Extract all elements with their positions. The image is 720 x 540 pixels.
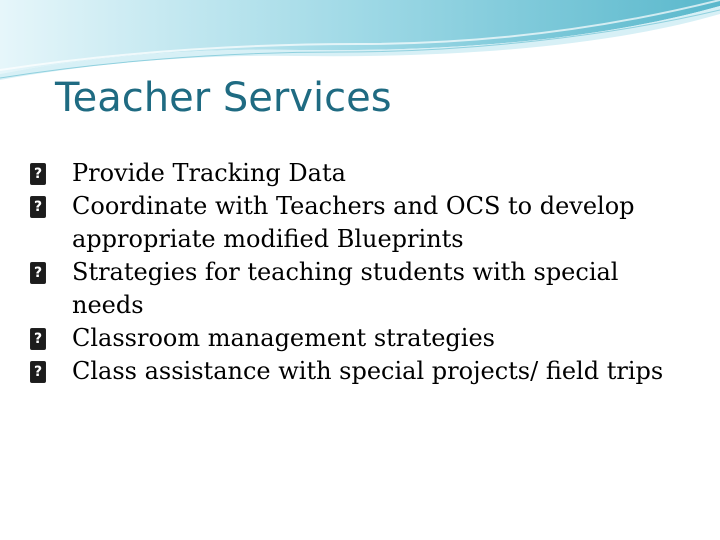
- bullet-item: [30, 322, 690, 355]
- slide-title: Teacher Services: [55, 75, 392, 121]
- bullet-item: [30, 190, 690, 256]
- bullet-icon: [30, 262, 46, 284]
- bullet-text: Strategies for teaching students with special needs: [72, 258, 619, 319]
- bullet-item: [30, 157, 690, 190]
- bullet-icon: [30, 196, 46, 218]
- bullet-item: [30, 355, 690, 388]
- bullet-text: Coordinate with Teachers and OCS to develop appropriate modified Blueprints: [72, 192, 635, 253]
- bullet-list: [30, 157, 690, 388]
- bullet-text: Provide Tracking Data: [72, 159, 346, 187]
- bullet-text: Class assistance with special projects/ field trips: [72, 357, 664, 385]
- bullet-icon: [30, 328, 46, 350]
- bullet-icon: [30, 361, 46, 383]
- bullet-text: Classroom management strategies: [72, 324, 495, 352]
- bullet-icon: [30, 163, 46, 185]
- bullet-item: [30, 256, 690, 322]
- decorative-wave-header: [0, 0, 720, 80]
